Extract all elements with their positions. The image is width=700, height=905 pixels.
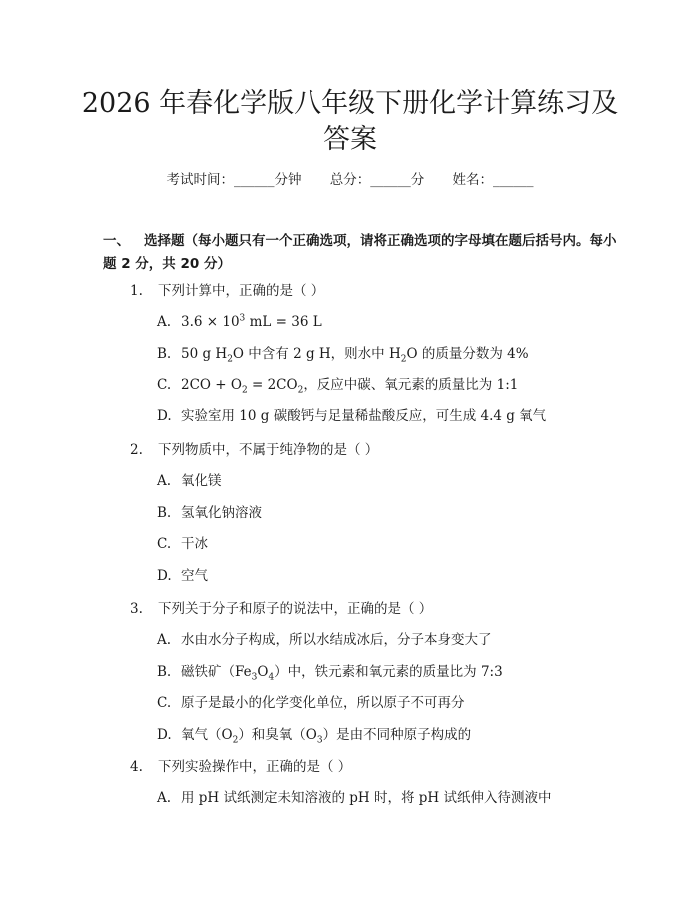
option-text: 3.6 × 10 [181,314,240,330]
option-text: 实验室用 10 g 碳酸钙与足量稀盐酸反应，可生成 4.4 g 氧气 [181,408,547,424]
total-score-field [330,168,425,188]
option-letter: C. [157,377,172,393]
question-3-option-d [157,725,471,745]
subscript: 3 [316,735,323,746]
option-text: 空气 [181,568,208,584]
question-1-option-c [157,375,518,395]
title-line-2: 答案 [323,124,377,155]
option-letter: B. [157,664,172,680]
question-stem: 下列物质中，不属于纯净物的是（ ） [158,442,379,458]
student-name-blank: ______ [493,172,534,188]
student-name-label: 姓名： [452,172,494,188]
option-text: 原子是最小的化学变化单位，所以原子不可再分 [181,695,465,711]
option-text: O [257,664,269,680]
total-score-blank: ______ [370,172,411,188]
subscript: 2 [232,735,239,746]
option-letter: A. [157,473,172,489]
option-text: O 的质量分数为 4% [406,346,529,362]
option-text: 磁铁矿（Fe [181,664,252,680]
option-text: 氧气（O [181,727,233,743]
section-heading-text: 选择题（每小题只有一个正确选项，请将正确选项的字母填在题后括号内。每小题 2 分，共 20 分） [103,233,617,272]
question-stem: 下列计算中，正确的是（ ） [158,283,325,299]
question-2-option-d [157,566,208,586]
student-name-field [453,168,534,188]
option-letter: B. [157,346,172,362]
option-letter: C. [157,536,172,552]
option-text: ，反应中碳、氧元素的质量比为 1:1 [303,377,519,393]
question-4 [130,757,351,777]
option-text: O 中含有 2 g H，则水中 H [232,346,401,362]
total-score-label: 总分： [329,172,371,188]
option-letter: A. [157,790,172,806]
subscript: 3 [251,672,258,683]
option-text: ）和臭氧（O [238,727,317,743]
option-text: 水由水分子构成，所以水结成冰后，分子本身变大了 [181,632,492,648]
option-text: = 2CO [247,377,298,393]
question-1-option-b [157,344,529,364]
option-text: 氢氧化钠溶液 [181,505,262,521]
subscript: 2 [227,354,233,365]
question-1-option-d [157,406,546,426]
question-2-option-b [157,503,262,523]
question-3-option-c [157,693,465,713]
question-3-option-a [157,630,492,650]
question-1-option-a [157,312,322,332]
option-text: 用 pH 试纸测定未知溶液的 pH 时，将 pH 试纸伸入待测液中 [181,790,552,806]
option-letter: B. [157,505,172,521]
question-3 [130,599,432,619]
subscript: 4 [268,672,275,683]
question-4-option-a [157,788,552,808]
total-score-unit: 分 [410,172,425,188]
question-stem: 下列关于分子和原子的说法中，正确的是（ ） [158,601,433,617]
question-2 [130,440,378,460]
option-text: 氧化镁 [181,473,222,489]
option-text: 2CO + O [181,377,242,393]
subscript: 2 [400,354,407,365]
question-number: 4. [130,759,143,775]
question-number: 2. [130,442,143,458]
title-line-1: 2026 年春化学版八年级下册化学计算练习及 [81,88,619,119]
question-number: 1. [130,283,143,299]
question-stem: 下列实验操作中，正确的是（ ） [158,759,352,775]
option-letter: D. [157,568,172,584]
option-text: 50 g H [181,346,228,362]
exam-time-label: 考试时间： [166,172,234,188]
option-letter: A. [157,632,172,648]
exam-time-unit: 分钟 [274,172,302,188]
question-2-option-a [157,471,222,491]
exam-time-blank: ______ [233,172,275,188]
subscript: 2 [297,385,304,396]
question-3-option-b [157,662,503,682]
subscript: 2 [241,385,248,396]
option-letter: D. [157,408,172,424]
superscript: 3 [239,313,246,324]
exam-time-field [166,168,301,188]
section-heading [103,230,623,276]
exam-info [0,168,700,188]
option-text: 干冰 [181,536,208,552]
option-letter: A. [157,314,172,330]
document-title [60,86,640,158]
question-number: 3. [130,601,143,617]
question-2-option-c [157,534,208,554]
section-number: 一、 [103,233,130,249]
option-text: mL = 36 L [245,314,322,330]
question-1 [130,281,324,301]
option-letter: D. [157,727,172,743]
option-letter: C. [157,695,172,711]
option-text: ）是由不同种原子构成的 [322,727,472,743]
option-text: ）中，铁元素和氧元素的质量比为 7:3 [274,664,503,680]
